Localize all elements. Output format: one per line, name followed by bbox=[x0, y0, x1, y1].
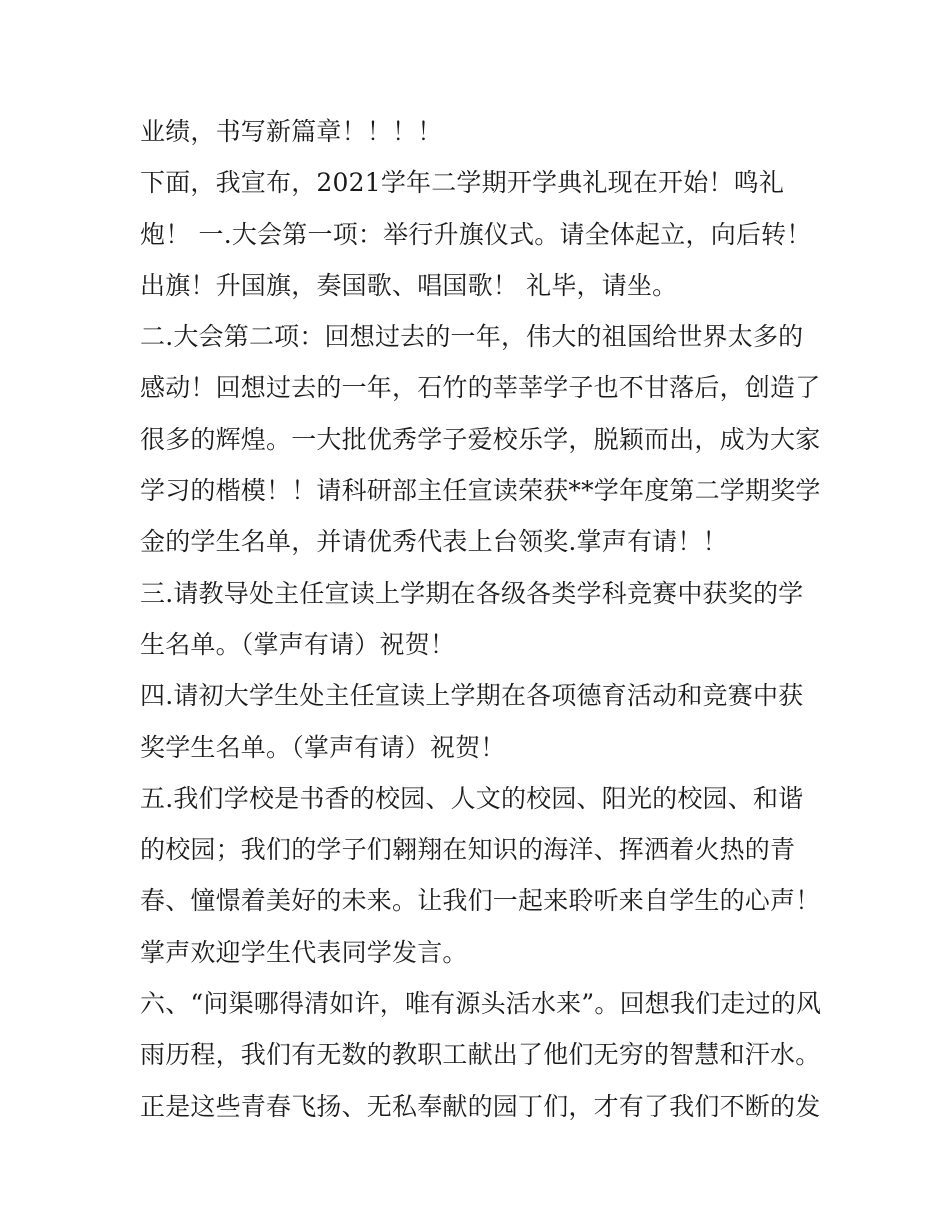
text-line: 金的学生名单，并请优秀代表上台领奖.掌声有请！！ bbox=[140, 527, 728, 557]
text-line: 二.大会第二项：回想过去的一年，伟大的祖国给世界太多的 bbox=[140, 322, 804, 352]
text-line: 生名单。（掌声有请）祝贺！ bbox=[140, 629, 456, 659]
text-line: 雨历程，我们有无数的教职工献出了他们无穷的智慧和汗水。 bbox=[140, 1040, 821, 1070]
text-line: 掌声欢迎学生代表同学发言。 bbox=[140, 937, 468, 967]
text-line: 感动！回想过去的一年，石竹的莘莘学子也不甘落后，创造了 bbox=[140, 373, 821, 403]
text-line: 很多的辉煌。一大批优秀学子爱校乐学，脱颖而出，成为大家 bbox=[140, 424, 821, 454]
text-line: 三.请教导处主任宣读上学期在各级各类学科竞赛中获奖的学 bbox=[140, 578, 804, 608]
text-line: 炮！ 一.大会第一项：举行升旗仪式。请全体起立，向后转！ bbox=[140, 219, 812, 249]
text-line: 下面，我宣布，2021学年二学期开学典礼现在开始！鸣礼 bbox=[140, 168, 785, 198]
text-line: 春、憧憬着美好的未来。让我们一起来聆听来自学生的心声！ bbox=[140, 886, 821, 916]
text-line: 学习的楷模！！请科研部主任宣读荣获**学年度第二学期奖学 bbox=[140, 476, 821, 506]
text-line: 的校园；我们的学子们翱翔在知识的海洋、挥洒着火热的青 bbox=[140, 835, 796, 865]
text-line: 四.请初大学生处主任宣读上学期在各项德育活动和竞赛中获 bbox=[140, 681, 804, 711]
text-line: 奖学生名单。（掌声有请）祝贺！ bbox=[140, 732, 506, 762]
text-line: 六、“问渠哪得清如许，唯有源头活水来”。回想我们走过的风 bbox=[140, 989, 822, 1019]
text-line: 出旗！升国旗，奏国歌、唱国歌！ 礼毕，请坐。 bbox=[140, 270, 678, 300]
body-text bbox=[140, 106, 830, 1132]
text-line: 业绩，书写新篇章！！！！ bbox=[140, 117, 443, 146]
text-line: 正是这些青春飞扬、无私奉献的园丁们，才有了我们不断的发 bbox=[140, 1091, 821, 1121]
text-line: 五.我们学校是书香的校园、人文的校园、阳光的校园、和谐 bbox=[140, 783, 804, 813]
